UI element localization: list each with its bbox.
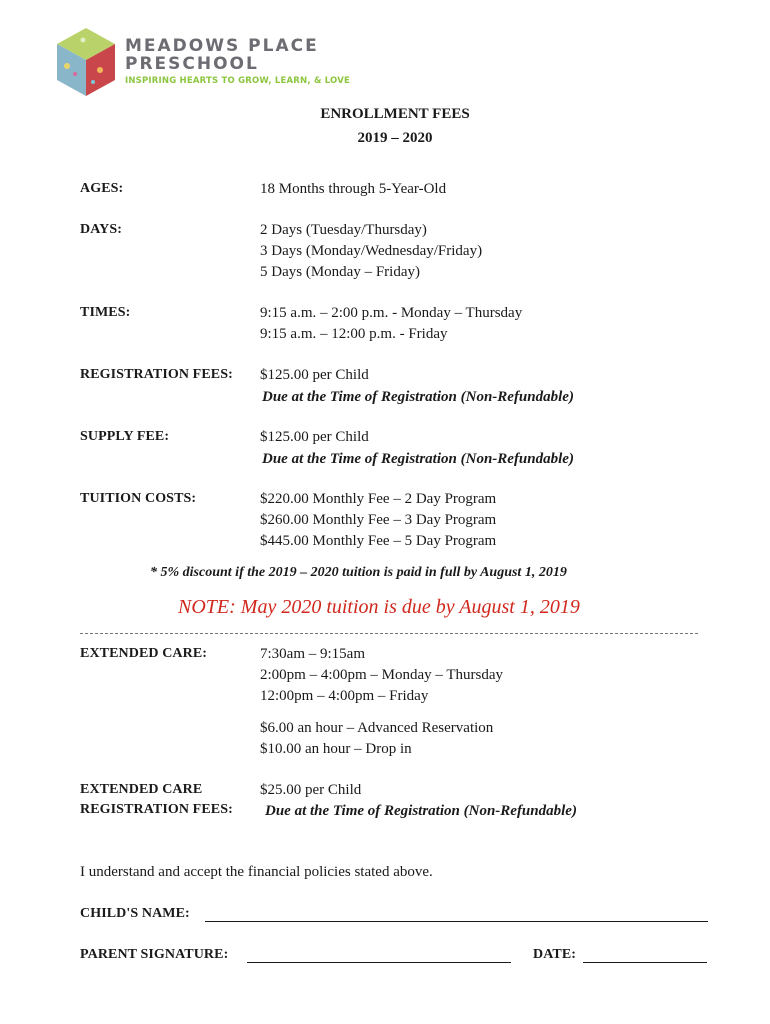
extended-care-registration-label: EXTENDED CARE [80, 782, 203, 797]
school-name-line2: PRESCHOOL [125, 54, 259, 74]
extended-care-time: 7:30am – 9:15am [260, 646, 365, 662]
section-divider [80, 633, 698, 634]
school-name-line1: MEADOWS PLACE [125, 36, 319, 56]
school-tagline: INSPIRING HEARTS TO GROW, LEARN, & LOVE [125, 76, 351, 86]
extended-care-registration-label: REGISTRATION FEES: [80, 802, 233, 817]
extended-registration-note: Due at the Time of Registration (Non-Refundable) [265, 803, 577, 819]
extended-care-rate: $10.00 an hour – Drop in [260, 741, 412, 757]
supply-fee-amount: $125.00 per Child [260, 429, 369, 445]
child-name-label: CHILD'S NAME: [80, 906, 190, 921]
policy-acknowledgement: I understand and accept the financial policies stated above. [80, 864, 433, 880]
supply-fee-note: Due at the Time of Registration (Non-Refundable) [262, 451, 574, 467]
preschool-logo-icon [55, 26, 117, 98]
child-name-field[interactable] [205, 906, 708, 922]
extended-registration-amount: $25.00 per Child [260, 782, 362, 798]
page-title: ENROLLMENT FEES [320, 106, 470, 122]
extended-care-rate: $6.00 an hour – Advanced Reservation [260, 720, 494, 736]
registration-fees-label: REGISTRATION FEES: [80, 367, 233, 382]
days-line: 5 Days (Monday – Friday) [260, 264, 420, 280]
days-line: 3 Days (Monday/Wednesday/Friday) [260, 243, 483, 259]
tuition-due-note: NOTE: May 2020 tuition is due by August 1, 2019 [178, 596, 580, 618]
extended-care-time: 12:00pm – 4:00pm – Friday [260, 688, 429, 704]
parent-signature-label: PARENT SIGNATURE: [80, 947, 229, 962]
days-line: 2 Days (Tuesday/Thursday) [260, 222, 427, 238]
parent-signature-field[interactable] [247, 947, 511, 963]
registration-fee-note: Due at the Time of Registration (Non-Refundable) [262, 389, 574, 405]
supply-fee-label: SUPPLY FEE: [80, 429, 170, 444]
ages-label: AGES: [80, 181, 124, 196]
ages-value: 18 Months through 5-Year-Old [260, 181, 447, 197]
times-line: 9:15 a.m. – 12:00 p.m. - Friday [260, 326, 448, 342]
date-field[interactable] [583, 947, 707, 963]
discount-notice: * 5% discount if the 2019 – 2020 tuition is paid in full by August 1, 2019 [150, 565, 567, 580]
extended-care-time: 2:00pm – 4:00pm – Monday – Thursday [260, 667, 504, 683]
tuition-line: $220.00 Monthly Fee – 2 Day Program [260, 491, 497, 507]
tuition-costs-label: TUITION COSTS: [80, 491, 197, 506]
days-label: DAYS: [80, 222, 122, 237]
date-label: DATE: [533, 947, 577, 962]
times-label: TIMES: [80, 305, 131, 320]
extended-care-label: EXTENDED CARE: [80, 646, 208, 661]
registration-fee-amount: $125.00 per Child [260, 367, 369, 383]
times-line: 9:15 a.m. – 2:00 p.m. - Monday – Thursday [260, 305, 523, 321]
tuition-line: $260.00 Monthly Fee – 3 Day Program [260, 512, 497, 528]
tuition-line: $445.00 Monthly Fee – 5 Day Program [260, 533, 497, 549]
school-year: 2019 – 2020 [357, 130, 433, 146]
